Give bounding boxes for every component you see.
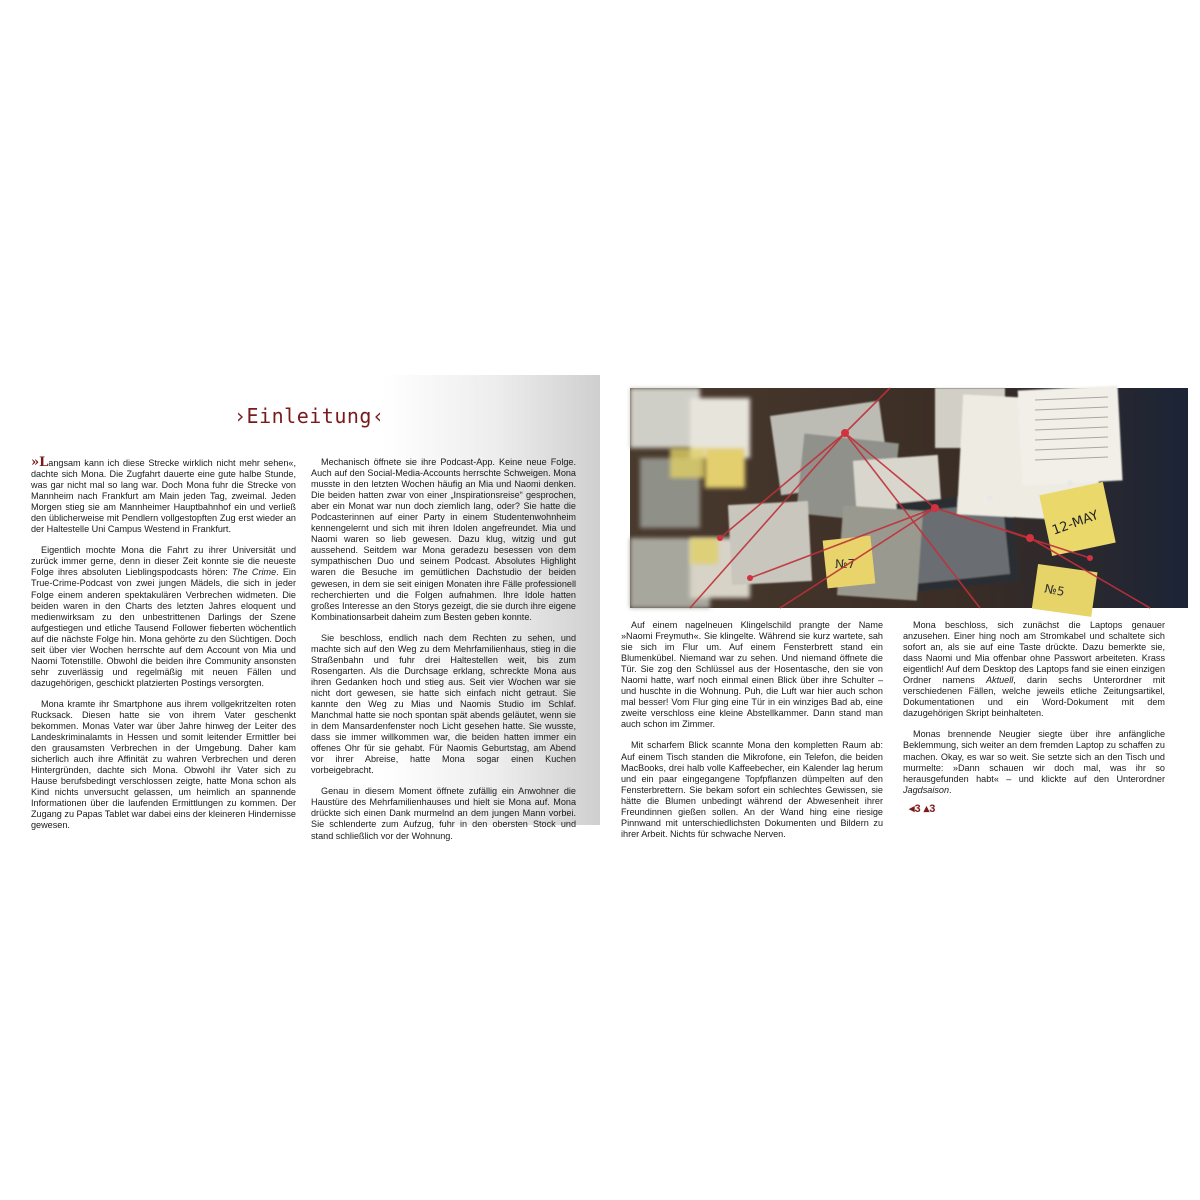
paragraph: Sie beschloss, endlich nach dem Rechten zu sehen, und machte sich auf den Weg zu dem Mehrfamilienhaus, stieg in die Straßenbahn und fuhr drei Haltestellen weit, bis zum Rosengarten. Als die Durchsage erklang, schreckte Mona aus ihren Gedanken hoch und stieg aus. Seit vier Wochen war sie nicht dort gewesen, sie hatte sich einfach nicht getraut. Sie kannte den Weg zu Mias und Naomis Studio im Schlaf. Manchmal hatte sie noch spontan spät abends geläutet, wenn sie in dem Mansardenfenster noch Licht gesehen hatte. Sie wusste, dass sie immer willkommen war, die beiden hatten immer ein offenes Ohr für sie gehabt. Für Naomis Geburtstag, am Abend vor ihrer Abreise, hatte Mona sogar einen Kuchen vorbeigebracht. — [311, 632, 576, 776]
right-column-2 — [903, 620, 1165, 806]
paragraph: Monas brennende Neugier siegte über ihre anfängliche Beklemmung, sich weiter an dem fremden Laptop zu schaffen zu machen. Okay, es war so weit. Sie setzte sich an den Tisch und murmelte: »Dann schauen wir doch mal, was ihr so herausgefunden habt« – und klickte auf den Unterordner Jagdsaison. — [903, 729, 1165, 795]
paragraph: Mona beschloss, sich zunächst die Laptops genauer anzusehen. Einer hing noch am Stromkabel und schaltete sich sofort an, als sie auf eine Taste drückte. Dazu bemerkte sie, dass Naomi und Mia offenbar ohne Passwort arbeiteten. Krass eigentlich! Auf dem Desktop des Laptops fand sie einen einzigen Ordner namens Aktuell, darin sechs Unterordner mit verschiedenen Fällen, welche jeweils etliche Zeitungsartikel, Dokumentationen und ein Word-Dokument mit dem dazugehörigen Skript beinhalteten. — [903, 620, 1165, 719]
evidence-board-photo — [630, 388, 1188, 608]
left-column-1 — [31, 457, 296, 842]
left-column-2 — [311, 457, 576, 852]
note-label: №7 — [835, 557, 856, 571]
dropcap: »L — [31, 455, 49, 470]
paragraph: Eigentlich mochte Mona die Fahrt zu ihrer Universität und zurück immer gerne, denn in dieser Zeit konnte sie die neueste Folge ihres absoluten Lieblingspodcasts hören: The Crime. Ein True-Crime-Podcast von zwei jungen Mädels, die sich in jeder Folge einem anderen spektakulären Verbrechen widmeten. Die beiden waren in den Charts des letzten Jahres eloquent und medienwirksam zu den unbestrittenen Darlings der Szene aufgestiegen und etliche Tausend Follower fieberten wöchentlich auf die nächste Folge hin. Mona gehörte zu den Süchtigen. Doch seit über vier Wochen herrschte auf dem Account von Mia und Naomi Totenstille. Obwohl die beiden ihre Community ansonsten sehr zuverlässig und regelmäßig mit neuen Fällen und dazugehörigen, geschickt platzierten Postings versorgten. — [31, 545, 296, 688]
note-label: 12-MAY — [1050, 507, 1101, 539]
evidence-board-illustration — [630, 388, 1188, 608]
left-page — [27, 375, 600, 841]
note-label: №5 — [1043, 581, 1066, 599]
chapter-title: ›Einleitung‹ — [234, 404, 385, 428]
right-column-1 — [621, 620, 883, 850]
paragraph: »Langsam kann ich diese Strecke wirklich nicht mehr sehen«, dachte sich Mona. Die Zugfahrt dauerte eine gute halbe Stunde, was gar nicht mal so lang war. Doch Mona fuhr die Strecke von Mannheim nach Frankfurt am Main jeden Tag, zweimal. Jeden Morgen stieg sie am Mannheimer Hauptbahnhof ein und verließ den üblicherweise mit Pendlern vollgestopften Zug erst wieder an der Haltestelle Uni Campus Westend in Frankfurt. — [31, 455, 296, 535]
page-number: ◂3 ▴3 — [909, 803, 936, 815]
paragraph: Mechanisch öffnete sie ihre Podcast-App. Keine neue Folge. Auch auf den Social-Media-Accounts herrschte Schweigen. Mona musste in den letzten Wochen häufig an Mia und Naomi denken. Die beiden hatten zwar von einer „Inspirationsreise“ gesprochen, aber ein Monat war nun doch ziemlich lang, oder? Sie hatte die Podcasterinnen auf einer Party in einem Studentenwohnheim kennengelernt und sich mit ihren Idolen angefreundet. Mia und Naomi waren so lieb gewesen. Dazu klug, witzig und gut aussehend. Seitdem war Mona geradezu besessen von dem sympathischen Duo und seinem Podcast. Absolutes Highlight waren die Besuche im gemütlichen Dachstudio der beiden gewesen, in dem sie seit einigen Monaten ihre Fälle professionell recherchierten und die Folgen aufnahmen. Ihre Idole hatten großes Interesse an den Storys gezeigt, die sie durch ihre eigene Kombinationsarbeit daheim zum Besten geben konnte. — [311, 457, 576, 622]
paragraph: Auf einem nagelneuen Klingelschild prangte der Name »Naomi Freymuth«. Sie klingelte. Während sie kurz wartete, sah sie sich im Flur um. Auf einem Fensterbrett stand ein Blumenkübel. Niemand war zu sehen. Und niemand öffnete die Tür. Sie zog den Schlüssel aus der Hosentasche, den sie von Naomi hatte, warf noch einmal einen Blick über ihre Schulter – und huschte in die Wohnung. Puh, die Luft war hier auch schon mal besser! Vom Flur ging eine Tür in ein winziges Bad ab, eine zweite verschloss eine kleine Abstellkammer. Dann stand man auch schon im Zimmer. — [621, 620, 883, 730]
paragraph: Mit scharfem Blick scannte Mona den kompletten Raum ab: Auf einem Tisch standen die Mikrofone, ein Telefon, die beiden MacBooks, drei halb volle Kaffeebecher, ein Kalender lag herum und ein paar eingegangene Topfpflanzen dümpelten auf den Fensterbrettern. Sie bekam sofort ein schlechtes Gewissen, sie hätte die Blumen unbedingt während der Abwesenheit ihrer Freundinnen gießen sollen. An der Wand hing eine riesige Pinnwand mit unterschiedlichsten Dokumenten und Bildern zu ihrer Arbeit. Nichts für schwache Nerven. — [621, 740, 883, 839]
right-page — [612, 375, 1188, 839]
paragraph: Genau in diesem Moment öffnete zufällig ein Anwohner die Haustüre des Mehrfamilienhauses und hielt sie Mona auf. Mona drückte sich einen Dank murmelnd an dem jungen Mann vorbei. Sie schlenderte zum Aufzug, fuhr in den obersten Stock und stand schließlich vor der Wohnung. — [311, 786, 576, 841]
paragraph: Mona kramte ihr Smartphone aus ihrem vollgekritzelten roten Rucksack. Diesen hatte sie von ihrem Vater geschenkt bekommen. Monas Vater war über Jahre hinweg der Leiter des Landeskriminalamts in Hessen und somit leitender Ermittler bei den grausamsten Verbrechen in der Umgebung. Daher kam sicherlich auch ihre Affinität zu wahren Verbrechen und deren Hintergründen, dachte sich Mona. Obwohl ihr Vater sich zu Hause berufsbedingt verschlossen zeigte, hatte Mona schon als Kind nichts unversucht gelassen, um heimlich an spannende Informationen über die laufenden Ermittlungen zu kommen. Der Zugang zu Papas Tablet war dabei eins der kleineren Hindernisse gewesen. — [31, 698, 296, 831]
